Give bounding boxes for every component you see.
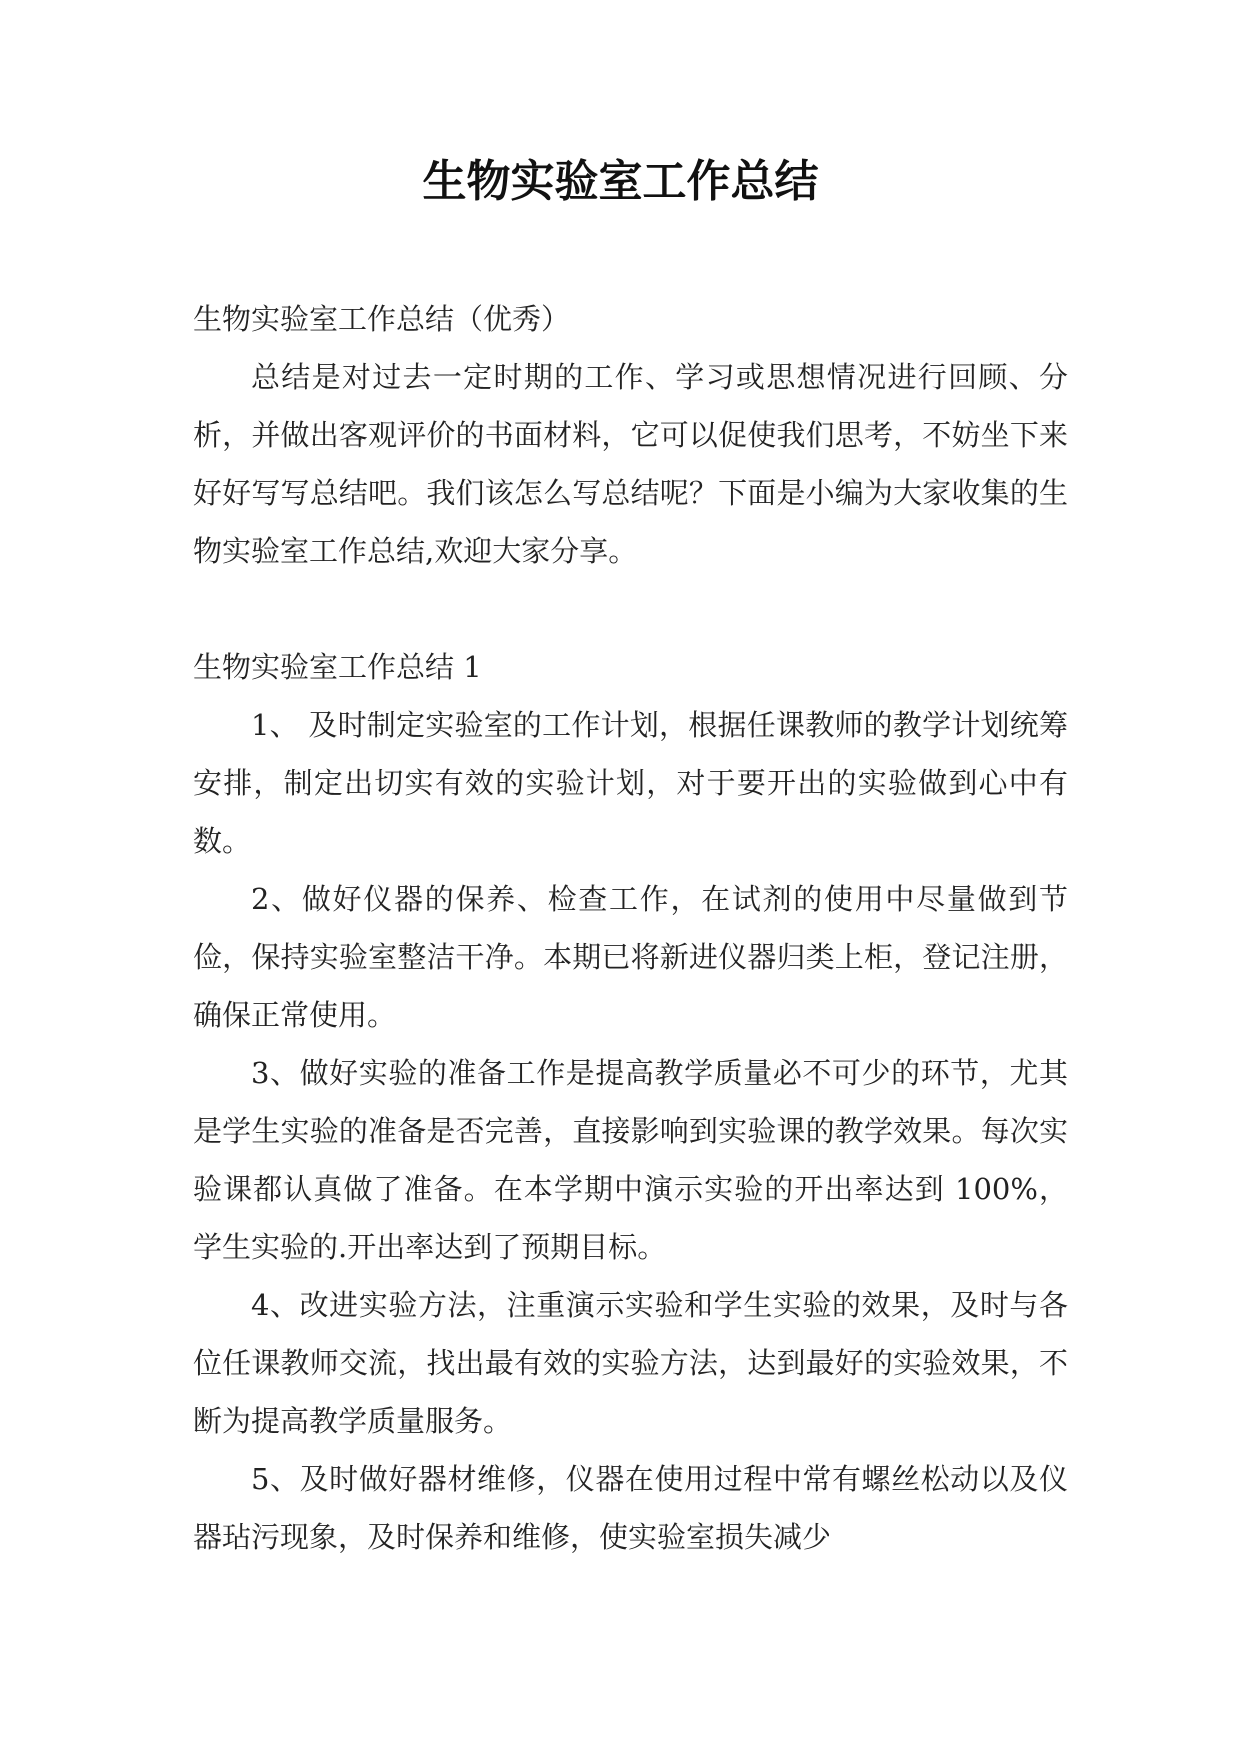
- paragraph-item-5: 5、及时做好器材维修，仪器在使用过程中常有螺丝松动以及仪器玷污现象，及时保养和维修，使实验室损失减少: [193, 1462, 1068, 1554]
- paragraph-item-3: 3、做好实验的准备工作是提高教学质量必不可少的环节，尤其是学生实验的准备是否完善，直接影响到实验课的教学效果。每次实验课都认真做了准备。在本学期中演示实验的开出率达到 100%，学生实验的.开出率达到了预期目标。: [193, 1056, 1068, 1264]
- document-body: [193, 290, 1068, 1566]
- intro-paragraph: 总结是对过去一定时期的工作、学习或思想情况进行回顾、分析，并做出客观评价的书面材料，它可以促使我们思考，不妨坐下来好好写写总结吧。我们该怎么写总结呢？下面是小编为大家收集的生物实验室工作总结,欢迎大家分享。: [193, 360, 1068, 568]
- paragraph-item-1: 1、 及时制定实验室的工作计划，根据任课教师的教学计划统筹安排，制定出切实有效的实验计划，对于要开出的实验做到心中有数。: [193, 708, 1068, 858]
- section-heading-intro: 生物实验室工作总结（优秀）: [193, 302, 571, 336]
- document-title: 生物实验室工作总结: [422, 156, 819, 207]
- section-spacer: [193, 580, 1068, 638]
- paragraph-item-4: 4、改进实验方法，注重演示实验和学生实验的效果，及时与各位任课教师交流，找出最有效的实验方法，达到最好的实验效果，不断为提高教学质量服务。: [193, 1288, 1068, 1438]
- section-heading-summary-1: 生物实验室工作总结 1: [193, 650, 482, 684]
- paragraph-item-2: 2、做好仪器的保养、检查工作，在试剂的使用中尽量做到节俭，保持实验室整洁干净。本期已将新进仪器归类上柜，登记注册，确保正常使用。: [193, 882, 1068, 1032]
